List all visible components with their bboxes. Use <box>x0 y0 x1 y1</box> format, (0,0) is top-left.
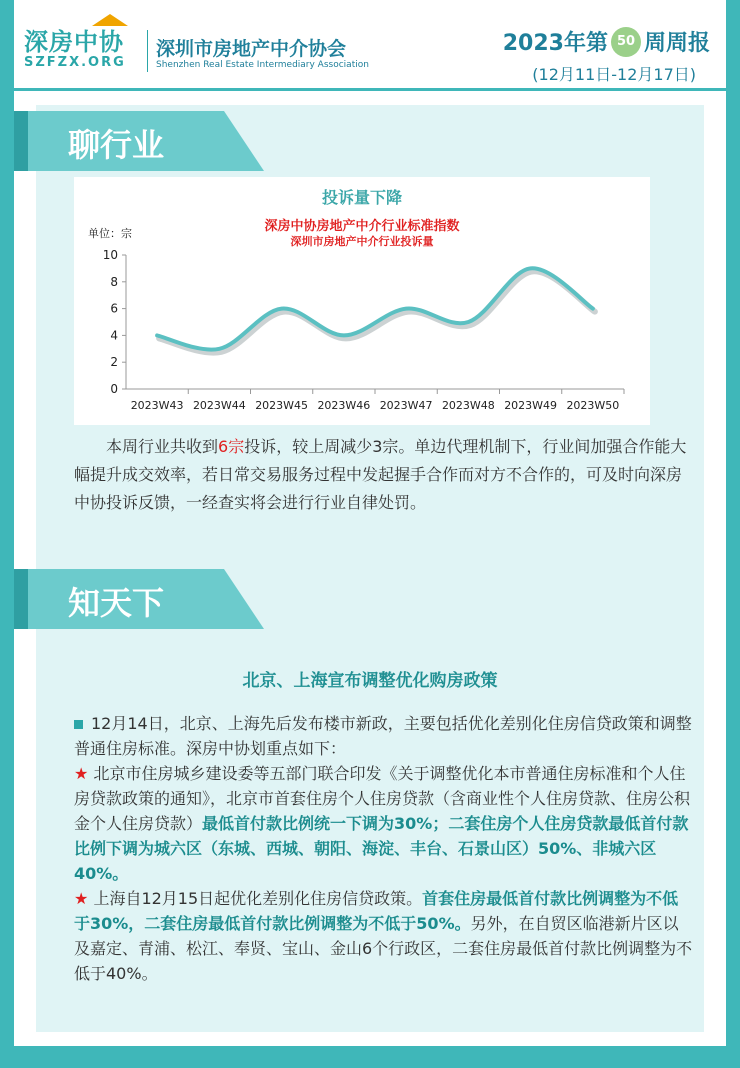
section-tab-accent-2 <box>14 569 28 629</box>
series-line-shadow <box>159 271 595 352</box>
data-point <box>405 307 408 310</box>
x-tick-label: 2023W49 <box>504 399 558 412</box>
data-point <box>467 321 470 324</box>
logo-text: 深房中协 <box>24 28 124 56</box>
complaints-chart <box>74 177 650 425</box>
week-title <box>503 26 710 57</box>
chart-plot <box>74 177 650 425</box>
x-tick-label: 2023W50 <box>566 399 620 412</box>
y-tick-label: 6 <box>110 301 118 316</box>
x-tick-label: 2023W43 <box>130 399 184 412</box>
para-highlight: 6宗 <box>218 437 245 456</box>
beijing-text: 北京市住房城乡建设委等五部门联合印发《关于调整优化本市普通住房标准和个人住房贷款政策的通知》，北京市首套住房个人住房贷款（含商业性个人住房贷款、住房公积金个人住房贷款） <box>74 764 691 833</box>
para-text-1: 本周行业共收到 <box>106 437 219 456</box>
square-bullet-icon <box>74 720 83 729</box>
shanghai-text-2: 另外，在自贸区临港新片区以及嘉定、青浦、松江、奉贤、宝山、金山6个行政区，二套住房最低首付款比例调整为不低于40%。 <box>74 914 693 983</box>
chart-subtitle-1: 深房中协房地产中介行业标准指数 <box>264 219 460 234</box>
section-title-industry: 聊行业 <box>68 126 165 164</box>
news-intro-text: 12月14日，北京、上海先后发布楼市新政，主要包括优化差别化住房信贷政策和调整普通住房标准。深房中协划重点如下： <box>74 714 692 758</box>
industry-paragraph <box>74 433 694 517</box>
x-tick-label: 2023W48 <box>441 399 495 412</box>
star-icon: ★ <box>74 764 89 783</box>
shanghai-text-1: 上海自12月15日起优化差别化住房信贷政策。 <box>93 889 423 908</box>
y-tick-label: 4 <box>110 328 118 343</box>
news-title: 北京、上海宣布调整优化购房政策 <box>242 671 498 691</box>
logo-sub: SZFZX.ORG <box>24 55 126 70</box>
y-tick-label: 8 <box>110 274 118 289</box>
x-tick-label: 2023W44 <box>192 399 246 412</box>
news-body <box>74 711 694 986</box>
data-point <box>156 334 159 337</box>
x-tick-label: 2023W46 <box>317 399 371 412</box>
data-point <box>280 307 283 310</box>
news-intro <box>74 711 694 761</box>
shanghai-bold: 首套住房最低首付款比例调整为不低于30%，二套住房最低首付款比例调整为不低于50%。 <box>74 889 679 933</box>
org-name-en: Shenzhen Real Estate Intermediary Association <box>156 60 369 70</box>
chart-title: 投诉量下降 <box>321 188 402 207</box>
y-tick-label: 10 <box>102 248 118 262</box>
week-number-badge: 50 <box>611 27 641 57</box>
org-name-cn: 深圳市房地产中介协会 <box>156 38 347 60</box>
series-line <box>157 268 593 349</box>
data-point <box>591 307 594 310</box>
x-tick-label: 2023W45 <box>255 399 309 412</box>
content <box>14 91 726 1046</box>
header <box>14 0 726 90</box>
x-tick-label: 2023W47 <box>379 399 433 412</box>
date-range: (12月11日-12月17日) <box>532 65 696 84</box>
data-point <box>529 267 532 270</box>
beijing-bold: 最低首付款比例统一下调为30%；二套住房个人住房贷款最低首付款比例下调为城六区（东城、西城、朝阳、海淀、丰台、石景山区）50%、非城六区40%。 <box>74 814 689 883</box>
news-item-beijing <box>74 761 694 886</box>
section-title-world: 知天下 <box>68 584 165 622</box>
week-suffix: 周周报 <box>643 31 710 56</box>
star-icon: ★ <box>74 889 89 908</box>
chart-subtitle-2: 深圳市房地产中介行业投诉量 <box>290 235 434 248</box>
data-point <box>342 334 345 337</box>
data-point <box>218 347 221 350</box>
section-tab-accent <box>14 111 28 171</box>
y-tick-label: 2 <box>110 355 118 370</box>
news-item-shanghai <box>74 886 694 986</box>
logo-divider <box>147 30 148 72</box>
bottom-band <box>0 1046 740 1068</box>
week-prefix: 2023年第 <box>502 31 608 56</box>
chart-unit-label: 单位：宗 <box>88 227 132 240</box>
y-tick-label: 0 <box>110 382 118 396</box>
para-text-2: 投诉，较上周减少3宗。单边代理机制下，行业间加强合作能大幅提升成交效率，若日常交易服务过程中发起握手合作而对方不合作的，可及时向深房中协投诉反馈，一经查实将会进行行业自律处罚。 <box>74 437 687 512</box>
